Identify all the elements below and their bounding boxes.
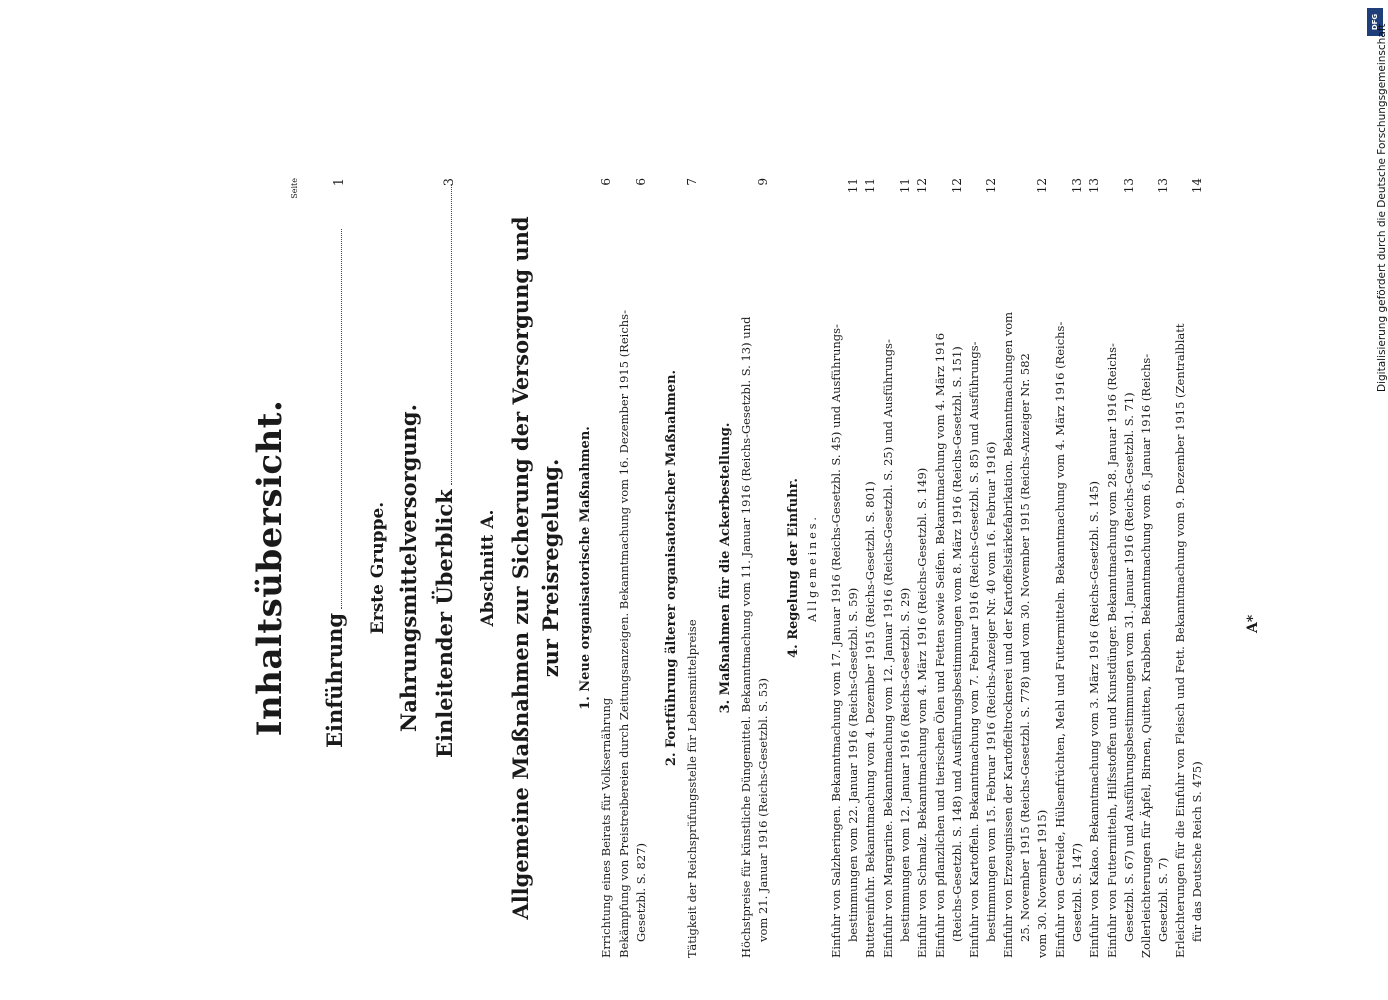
toc-entry-text: Buttereinfuhr. Bekanntmachung vom 4. Dezember 1915 (Reichs-Gesetzbl. S. 801) [863, 481, 877, 958]
group-heading: Erste Gruppe. [368, 501, 388, 635]
group-title: Nahrungsmittelversorgung. [396, 404, 421, 732]
toc-entry [828, 178, 862, 958]
toc-page-number: 11 [863, 178, 877, 194]
toc-entry [1138, 178, 1172, 958]
toc-page-number: 12 [1035, 178, 1049, 194]
toc-entry-text: Höchstpreise für künstliche Düngemittel. Bekanntmachung vom 11. Januar 1916 (Reichs-Gesetzbl. S. 13) und [739, 316, 753, 958]
einleitender-label: Einleitender Überblick [432, 489, 457, 758]
toc-entry-text: vom 30. November 1915) [1035, 809, 1049, 958]
toc-entry-text: Einfuhr von Margarine. Bekanntmachung vom 12. Januar 1916 (Reichs-Gesetzbl. S. 25) und Ausführungs- [881, 339, 895, 958]
subsection-heading: 4. Regelung der Einfuhr. [786, 478, 801, 658]
abschnitt-title-line-2: zur Preisregelung. [538, 458, 563, 678]
toc-entry-text: Gesetzbl. S. 147) [1070, 843, 1084, 942]
toc-entry-text: Einfuhr von Futtermitteln, Hilfsstoffen und Kunstdünger. Bekanntmachung vom 28. Januar 1916 (Reichs- [1105, 343, 1119, 958]
toc-page-number: 13 [1087, 178, 1101, 194]
toc-entry [1172, 178, 1206, 958]
toc-entry [862, 178, 879, 958]
toc-entry [880, 178, 914, 958]
page-column-label: Seite [290, 178, 299, 199]
toc-entry-text: Erleichterungen für die Einfuhr von Fleisch und Fett. Bekanntmachung vom 9. Dezember 1915 (Zentralblatt [1173, 323, 1187, 958]
toc-entry-text: (Reichs-Gesetzbl. S. 148) und Ausführungsbestimmungen vom 8. März 1916 (Reichs-Gesetzbl. S. 151) [950, 346, 964, 942]
subsection-subheading: Allgemeines. [806, 514, 819, 622]
toc-page-number: 12 [984, 178, 998, 194]
toc-entry [932, 178, 966, 958]
abschnitt-title-line-1: Allgemeine Maßnahmen zur Sicherung der Versorgung und [508, 216, 533, 920]
toc-entry-text: bestimmungen vom 15. Februar 1916 (Reichs-Anzeiger Nr. 40 vom 16. Februar 1916) [984, 441, 998, 942]
toc-entry [966, 178, 1000, 958]
subsection-heading: 2. Fortführung älterer organisatorischer Maßnahmen. [664, 369, 679, 767]
toc-page-number: 1 [332, 178, 347, 187]
toc-page-number: 13 [1070, 178, 1084, 194]
toc-entry-text: bestimmungen vom 12. Januar 1916 (Reichs-Gesetzbl. S. 29) [898, 587, 912, 942]
page-title: Inhaltsübersicht. [250, 399, 290, 737]
toc-page-number: 13 [1156, 178, 1170, 194]
signature-mark: A* [1245, 614, 1261, 633]
toc-entry-text: Gesetzbl. S. 67) und Ausführungsbestimmungen vom 31. Januar 1916 (Reichs-Gesetzbl. S. 71) [1122, 392, 1136, 942]
leader-dots [341, 229, 342, 609]
toc-entry-text: Einfuhr von pflanzlichen und tierischen Ölen und Fetten sowie Seifen. Bekanntmachung vom 4. März 1916 [933, 332, 947, 958]
toc-page-number: 14 [1190, 178, 1204, 194]
toc-entry-text: Gesetzbl. S. 827) [634, 843, 648, 942]
toc-page-number: 9 [756, 178, 770, 186]
toc-entry-text: Errichtung eines Beirats für Volksernährung [599, 697, 613, 958]
toc-entry [598, 178, 615, 958]
toc-entry-text: Einfuhr von Erzeugnissen der Kartoffeltrocknerei und der Kartoffelstärkefabrikation. Bekanntmachungen vom [1001, 311, 1015, 958]
toc-entry-text: vom 21. Januar 1916 (Reichs-Gesetzbl. S. 53) [756, 677, 770, 942]
toc-entry [1104, 178, 1138, 958]
toc-entry [1052, 178, 1086, 958]
toc-entry [1000, 178, 1051, 958]
digitization-credit: Digitalisierung gefördert durch die Deutsche Forschungsgemeinschaft [1376, 23, 1388, 392]
toc-page-number: 11 [846, 178, 860, 194]
toc-entry-text: Einfuhr von Salzheringen. Bekanntmachung vom 17. Januar 1916 (Reichs-Gesetzbl. S. 45) und Ausführungs- [829, 324, 843, 958]
toc-page-number: 12 [915, 178, 929, 194]
toc-page-number: 6 [599, 178, 613, 186]
leader-dots [451, 185, 452, 485]
toc-entry [684, 178, 701, 958]
toc-page-number: 12 [950, 178, 964, 194]
toc-entry-text: für das Deutsche Reich S. 475) [1190, 761, 1204, 942]
toc-page-number: 6 [634, 178, 648, 186]
toc-entry-text: Einfuhr von Getreide, Hülsenfrüchten, Mehl und Futtermitteln. Bekanntmachung vom 4. März 1916 (Reichs- [1053, 321, 1067, 958]
abschnitt-heading: Abschnitt A. [478, 509, 498, 627]
toc-page-number: 3 [442, 178, 457, 187]
toc-entry [738, 178, 772, 958]
dfg-logo-text: DFG [1371, 13, 1379, 31]
toc-entry-text: Tätigkeit der Reichsprüfungsstelle für Lebensmittelpreise [685, 619, 699, 958]
toc-entry-einleitender [432, 178, 457, 958]
toc-page-number: 7 [685, 178, 699, 186]
toc-entry-text: 25. November 1915 (Reichs-Gesetzbl. S. 778) und vom 30. November 1915 (Reichs-Anzeiger Nr. 582 [1018, 353, 1032, 942]
toc-entry-text: Einfuhr von Kartoffeln. Bekanntmachung vom 7. Februar 1916 (Reichs-Gesetzbl. S. 85) und Ausführungs- [967, 341, 981, 958]
toc-entry-einfuehrung [322, 178, 347, 958]
toc-entry-text: Gesetzbl. S. 7) [1156, 857, 1170, 942]
subsection-heading: 3. Maßnahmen für die Ackerbestellung. [718, 422, 733, 714]
toc-entry-text: Bekämpfung von Preistreibereien durch Zeitungsanzeigen. Bekanntmachung vom 16. Dezember 1915 (Reichs- [617, 310, 631, 958]
toc-entry-text: Einfuhr von Kakao. Bekanntmachung vom 3. März 1916 (Reichs-Gesetzbl. S. 145) [1087, 480, 1101, 958]
toc-entry [1086, 178, 1103, 958]
toc-entry [914, 178, 931, 958]
toc-entry-text: Zollerleichterungen für Äpfel, Birnen, Quitten, Krabben. Bekanntmachung vom 6. Januar 1916 (Reichs- [1139, 353, 1153, 958]
rotated-document-page [240, 178, 1261, 958]
toc-page-number: 13 [1122, 178, 1136, 194]
toc-entry-text: Einfuhr von Schmalz. Bekanntmachung vom 4. März 1916 (Reichs-Gesetzbl. S. 149) [915, 467, 929, 958]
toc-page-number: 11 [898, 178, 912, 194]
toc-entry-text: bestimmungen vom 22. Januar 1916 (Reichs-Gesetzbl. S. 59) [846, 587, 860, 942]
subsection-heading: 1. Neue organisatorische Maßnahmen. [578, 426, 593, 710]
toc-entry [616, 178, 650, 958]
einfuehrung-label: Einführung [322, 612, 347, 748]
